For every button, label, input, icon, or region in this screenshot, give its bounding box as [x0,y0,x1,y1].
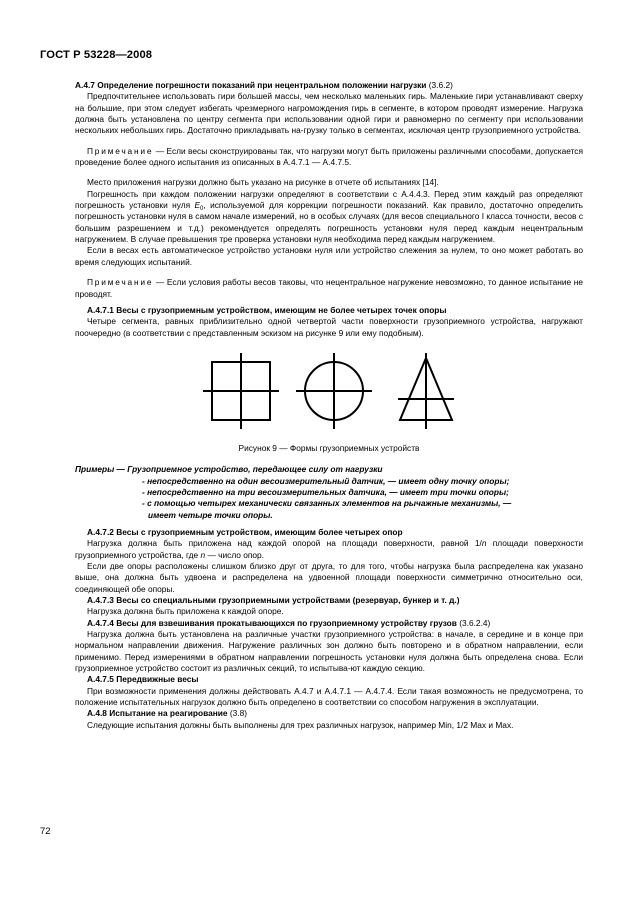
paragraph: Если две опоры расположены слишком близко друг от друга, то для того, чтобы нагрузка была распределена как указано выше, она должна быть удвоена и распределена на удвоенной площади поверхности симметрично относительно оси, соединяющей обе опоры. [75,560,583,594]
triangle-shape [398,353,454,429]
paragraph: Погрешность при каждом положении нагрузки определяют в соответствии с А.4.4.3. Перед этим каждый раз определяют погрешность установки нуля $E_0$, используемой для коррекции погрешности показаний. Как правило, достаточно определить погрешность установки нуля в самом начале измерений, но в особых случаях (для весов специального I класса точности, весов с большим разрешением и т.д.) рекомендуется определять погрешность установки нуля перед каждым нецентральным нагружением. В случае превышения тре проверка установки нуля необходима перед каждым нагружением. [75,188,583,245]
section-heading-a48: А.4.8 Испытание на реагирование (3.8) [87,708,248,719]
paragraph: Четыре сегмента, равных приблизительно одной четвертой части поверхности грузоприемного устройства, нагружают поочередно (в соответствии с представленным эскизом на рисунке 9 или ему подобным). [75,316,583,338]
paragraph: Нагрузка должна быть приложена над каждой опорой на площади поверхности, равной 1/n площади поверхности грузоприемного устройства, где n — число опор. [75,538,583,560]
section-heading-a475: А.4.7.5 Передвижные весы [87,674,199,685]
section-heading-a473: А.4.7.3 Весы со специальными грузоприемными устройствами (резервуар, бункер и т. д.) [87,595,460,605]
paragraph: Нагрузка должна быть установлена на различные участки грузоприемного устройства: в начале, в середине и в конце при нормальном направлении движения. Нагружение различных зон должно быть повторено и в обратном направлении, если применимо. Перед измерениями в обратном направлении погрешность установки нуля должна быть определена снова. Если грузоприемное устройство состоит из различных секций, то испытыва-ют каждую секцию. [75,629,583,674]
paragraph: Предпочтительнее использовать гири большей массы, чем несколько маленьких гирь. Маленькие гири устанавливают сверху на большие, при этом следует избегать чрезмерного нагромождения гирь в сегменте, в котором проводят измерение. Нагрузка должна быть установлена по центру сегмента при использовании одной гири и равномерно по сегменту при использовании нескольких небольших гирь. Достаточно прикладывать на-грузку только в сегментах, исключая центр грузоприемного устройства. [75,91,583,136]
circle-shape [296,353,372,429]
example-item-continuation: имеет четыре точки опоры. [148,509,273,520]
page-content [75,80,583,731]
paragraph: Место приложения нагрузки должно быть указано на рисунке в отчете об испытаниях [14]. [87,177,439,188]
section-heading-a47: А.4.7 Определение погрешности показаний при нецентральном положении нагрузки (3.6.2) [75,80,453,90]
figure-9 [75,353,583,454]
paragraph: Следующие испытания должны быть выполнены для трех различных нагрузок, например Min, 1/2 Max и Max. [87,719,514,730]
section-heading-a471: А.4.7.1 Весы с грузоприемным устройством, имеющим не более четырех точек опоры [87,304,447,315]
figure-shapes [199,353,459,431]
paragraph: Нагрузка должна быть приложена к каждой опоре. [87,606,284,617]
paragraph: Если в весах есть автоматическое устройство установки нуля или устройство слежения за нулем, то оно может работать во время следующих испытаний. [75,245,583,267]
section-heading-a474: А.4.7.4 Весы для взвешивания прокатывающихся по грузоприемному устройству грузов (3.6.2.4) [87,617,491,628]
note: Примечание — Если весы сконструированы так, что нагрузки могут быть приложены различными способами, допускается проведение более одного испытания из описанных в А.4.7.1 — А.4.7.5. [75,145,583,168]
examples-block [75,464,583,521]
page-number: 72 [40,826,51,837]
example-item: - с помощью четырех механически связанных элементов на рычажные механизмы, — [142,498,512,509]
page-header: ГОСТ Р 53228—2008 [40,49,153,61]
figure-caption: Рисунок 9 — Формы грузоприемных устройств [238,442,420,453]
section-heading-a472: А.4.7.2 Весы с грузоприемным устройством, имеющим более четырех опор [87,526,403,537]
square-shape [203,353,279,429]
examples-label: Примеры — Грузоприемное устройство, передающее силу от нагрузки [75,464,383,475]
paragraph: При возможности применения должны действовать А.4.7 и А.4.7.1 — А.4.7.4. Если такая возможность не предусмотрена, то положение испытательных нагрузок должно быть определено в соответствии со способом нагружения в эксплуатации. [75,685,583,708]
note: Примечание — Если условия работы весов таковы, что нецентральное нагружение невозможно, то данное испытание не проводят. [75,277,583,299]
example-item: - непосредственно на один весоизмерительный датчик, — имеет одну точку опоры; [142,475,510,486]
example-item: - непосредственно на три весоизмерительных датчика, — имеет три точки опоры; [142,486,509,497]
